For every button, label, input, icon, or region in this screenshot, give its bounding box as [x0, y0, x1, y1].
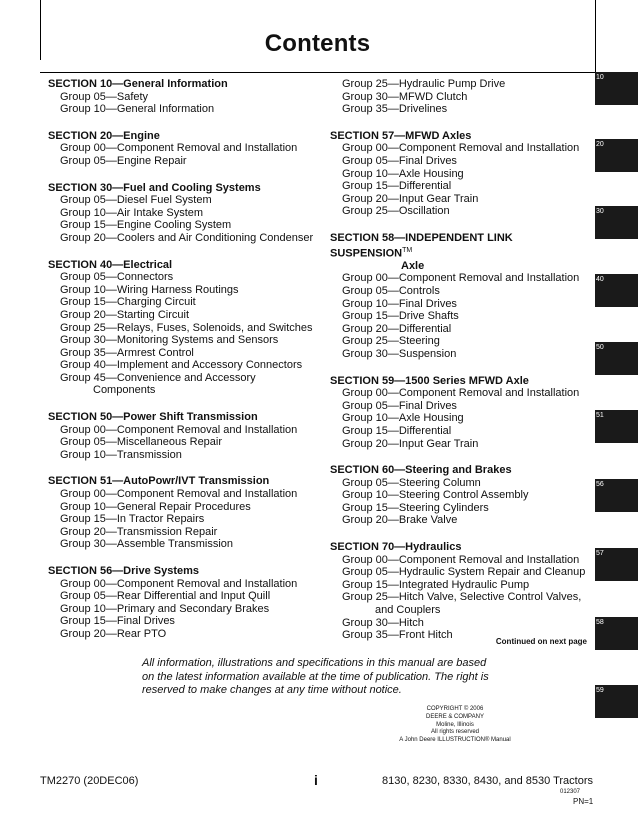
footer-manual-id: TM2270 (20DEC06) [40, 775, 139, 787]
group-entry[interactable]: Group 25—Hydraulic Pump Drive [342, 78, 506, 90]
group-entry[interactable]: Group 05—Final Drives [342, 154, 457, 167]
section-title[interactable] [330, 232, 592, 272]
group-entry[interactable]: Group 30—Monitoring Systems and Sensors [60, 334, 279, 347]
group-entry[interactable]: Group 10—Air Intake System [60, 206, 204, 219]
section-tab-56[interactable]: 56 [595, 479, 638, 512]
group-entry[interactable]: Group 10—Axle Housing [342, 167, 464, 180]
group-entry[interactable]: Group 05—Hydraulic System Repair and Cleanup [342, 566, 586, 579]
section-tab-20[interactable]: 20 [595, 139, 638, 172]
footer-pn: PN=1 [573, 797, 594, 806]
copyright-line: DEERE & COMPANY [426, 713, 484, 720]
group-entry[interactable]: Group 05—Connectors [60, 271, 174, 284]
section-tab-58[interactable]: 58 [595, 617, 638, 650]
group-entry-continuation[interactable]: Components [93, 384, 156, 397]
section-59 [330, 375, 592, 451]
group-entry[interactable]: Group 20—Input Gear Train [342, 192, 479, 205]
footer-code: 012307 [560, 789, 581, 795]
copyright-line: A John Deere ILLUSTRUCTION® Manual [399, 737, 511, 744]
group-entry[interactable]: Group 15—Differential [342, 180, 452, 193]
group-entry[interactable]: Group 15—In Tractor Repairs [60, 513, 205, 526]
group-entry[interactable]: Group 00—Component Removal and Installation [342, 272, 580, 285]
group-entry[interactable]: Group 10—Steering Control Assembly [342, 489, 529, 502]
section-70 [330, 541, 592, 642]
footer-models: 8130, 8230, 8330, 8430, and 8530 Tractors [382, 775, 593, 787]
group-entry[interactable]: Group 10—General Repair Procedures [60, 500, 251, 513]
group-entry[interactable]: Group 05—Diesel Fuel System [60, 194, 212, 207]
section-tab-51[interactable]: 51 [595, 410, 638, 443]
section-title[interactable]: SECTION 59—1500 Series MFWD Axle [330, 374, 529, 387]
group-entry[interactable]: Group 00—Component Removal and Installation [342, 553, 580, 566]
group-entry[interactable]: Group 15—Final Drives [60, 615, 175, 628]
title-rule [40, 72, 596, 73]
group-entry[interactable]: Group 10—Wiring Harness Routings [60, 283, 239, 296]
group-entry[interactable]: Group 10—Axle Housing [342, 412, 464, 425]
group-entry[interactable]: Group 15—Charging Circuit [60, 296, 196, 309]
group-entry[interactable]: Group 25—Oscillation [342, 205, 450, 218]
group-entry[interactable]: Group 00—Component Removal and Installation [342, 387, 580, 400]
group-entry[interactable]: Group 25—Relays, Fuses, Solenoids, and Switches [60, 321, 313, 334]
section-56-continued [330, 78, 592, 116]
section-title[interactable]: SECTION 60—Steering and Brakes [330, 464, 512, 477]
section-tab-50[interactable]: 50 [595, 342, 638, 375]
group-entry[interactable]: Group 20—Coolers and Air Conditioning Condenser [60, 231, 314, 244]
group-entry[interactable]: Group 15—Differential [342, 424, 452, 437]
group-entry[interactable]: Group 05—Controls [342, 284, 440, 297]
group-entry[interactable]: Group 30—Suspension [342, 347, 457, 360]
section-60 [330, 464, 592, 527]
group-entry[interactable]: Group 05—Safety [60, 90, 149, 103]
copyright-block [385, 706, 525, 745]
group-entry[interactable]: Group 00—Component Removal and Installation [60, 488, 298, 501]
group-entry[interactable]: Group 00—Component Removal and Installation [60, 142, 298, 155]
group-entry[interactable]: Group 15—Engine Cooling System [60, 219, 232, 232]
section-title[interactable]: SECTION 20—Engine [48, 129, 160, 142]
copyright-line: COPYRIGHT © 2006 [426, 706, 484, 712]
section-40 [48, 259, 318, 398]
group-entry[interactable]: Group 15—Steering Cylinders [342, 501, 489, 514]
group-entry[interactable]: Group 10—Transmission [60, 448, 182, 461]
section-title[interactable]: SECTION 70—Hydraulics [330, 541, 462, 554]
section-title[interactable]: SECTION 50—Power Shift Transmission [48, 411, 258, 424]
group-entry[interactable]: Group 15—Integrated Hydraulic Pump [342, 578, 530, 591]
section-tab-57[interactable]: 57 [595, 548, 638, 581]
section-tab-30[interactable]: 30 [595, 206, 638, 239]
group-entry[interactable]: Group 20—Differential [342, 322, 452, 335]
group-entry[interactable]: Group 20—Input Gear Train [342, 437, 479, 450]
continued-note: Continued on next page [495, 637, 587, 646]
section-51 [48, 475, 318, 551]
group-entry[interactable]: Group 00—Component Removal and Installation [60, 577, 298, 590]
section-title[interactable]: SECTION 10—General Information [48, 78, 228, 90]
contents-right-column [330, 78, 592, 656]
page-title: Contents [264, 30, 371, 57]
section-20 [48, 130, 318, 168]
section-title[interactable]: SECTION 51—AutoPowr/IVT Transmission [48, 475, 270, 488]
section-10 [48, 78, 318, 116]
group-entry[interactable]: Group 10—General Information [60, 103, 215, 116]
section-tabs [595, 72, 638, 722]
group-entry[interactable]: Group 05—Steering Column [342, 476, 481, 489]
section-tab-10[interactable]: 10 [595, 72, 638, 105]
group-entry-continuation[interactable]: and Couplers [375, 604, 441, 617]
copyright-line: All rights reserved [430, 729, 480, 736]
group-entry[interactable]: Group 20—Rear PTO [60, 627, 167, 640]
group-entry[interactable]: Group 25—Hitch Valve, Selective Control Valves, [342, 591, 582, 604]
group-entry[interactable]: Group 05—Final Drives [342, 399, 457, 412]
group-entry[interactable]: Group 30—Assemble Transmission [60, 538, 234, 551]
section-56 [48, 565, 318, 641]
trademark-mark: TM [402, 246, 413, 254]
group-entry[interactable]: Group 35—Front Hitch [342, 629, 453, 642]
section-title[interactable]: SECTION 56—Drive Systems [48, 565, 200, 577]
section-tab-40[interactable]: 40 [595, 274, 638, 307]
group-entry[interactable]: Group 05—Miscellaneous Repair [60, 436, 223, 449]
publication-notice: All information, illustrations and specifications in this manual are based on the latest information available at the time of publication. The right is reserved to make changes at any time without notice. [142, 657, 489, 696]
group-entry[interactable]: Group 40—Implement and Accessory Connectors [60, 359, 303, 372]
section-tab-59[interactable]: 59 [595, 685, 638, 718]
group-entry[interactable]: Group 05—Rear Differential and Input Quill [60, 590, 271, 603]
group-entry[interactable]: Group 25—Steering [342, 335, 440, 348]
group-entry[interactable]: Group 45—Convenience and Accessory [60, 371, 256, 384]
group-entry[interactable]: Group 20—Starting Circuit [60, 308, 189, 321]
section-title[interactable]: SECTION 30—Fuel and Cooling Systems [48, 181, 261, 194]
section-57 [330, 130, 592, 218]
group-entry[interactable]: Group 15—Drive Shafts [342, 310, 459, 323]
group-entry[interactable]: Group 20—Brake Valve [342, 514, 458, 527]
group-entry[interactable]: Group 00—Component Removal and Installation [60, 423, 298, 436]
footer-page-number: i [314, 772, 318, 788]
group-entry[interactable]: Group 20—Transmission Repair [60, 525, 218, 538]
group-entry[interactable]: Group 35—Drivelines [342, 103, 448, 116]
section-30 [48, 182, 318, 245]
page-frame-right [595, 0, 596, 72]
group-entry[interactable]: Group 35—Armrest Control [60, 346, 194, 359]
group-entry[interactable]: Group 05—Engine Repair [60, 154, 187, 167]
group-entry[interactable]: Group 10—Primary and Secondary Brakes [60, 602, 270, 615]
section-title[interactable]: SECTION 40—Electrical [48, 258, 173, 271]
section-title-text: SECTION 58—INDEPENDENT LINK SUSPENSION [330, 231, 513, 260]
section-title[interactable]: SECTION 57—MFWD Axles [330, 129, 472, 142]
group-entry[interactable]: Group 30—Hitch [342, 616, 424, 629]
group-entry[interactable]: Group 30—MFWD Clutch [342, 90, 468, 103]
group-entry[interactable]: Group 10—Final Drives [342, 297, 457, 310]
section-title-continuation: Axle [401, 259, 425, 272]
contents-left-column [48, 78, 318, 655]
copyright-line: Moline, Illinois [436, 721, 474, 728]
group-entry[interactable]: Group 00—Component Removal and Installation [342, 142, 580, 155]
section-58 [330, 232, 592, 361]
section-50 [48, 411, 318, 461]
